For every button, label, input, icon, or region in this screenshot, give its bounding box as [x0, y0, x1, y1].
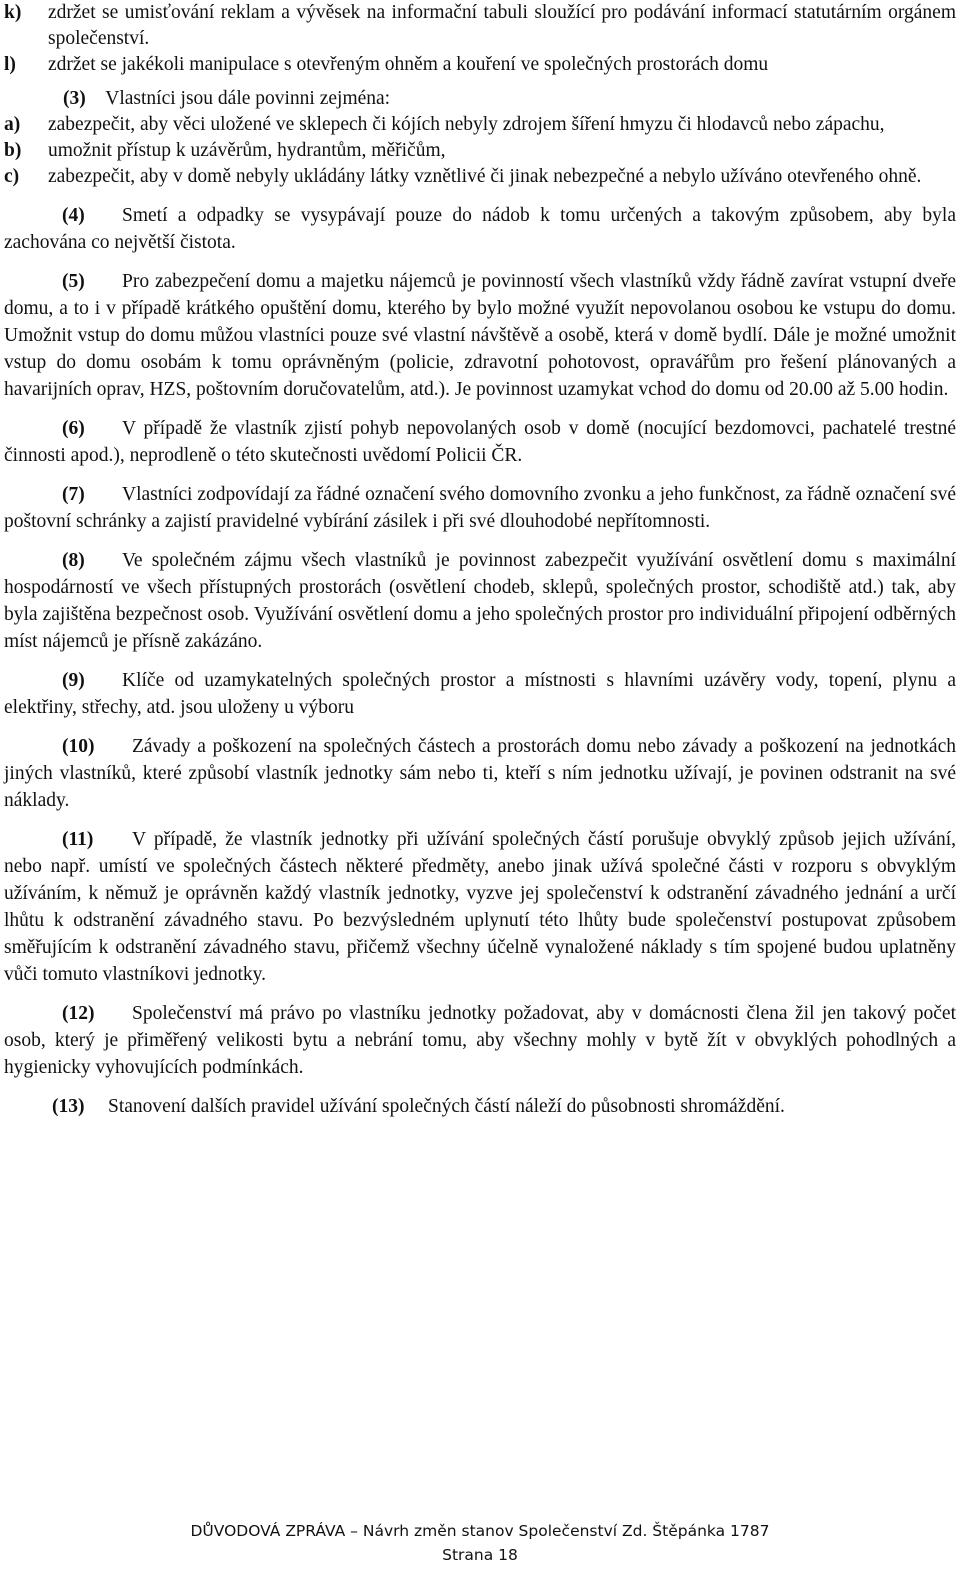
paragraph-number: (11): [62, 829, 94, 850]
paragraph-13: [4, 1093, 956, 1120]
list-item-c: [4, 164, 956, 190]
paragraph-number: (10): [62, 736, 95, 757]
paragraph-12: [4, 1000, 956, 1081]
footer-title: DŮVODOVÁ ZPRÁVA – Návrh změn stanov Společenství Zd. Štěpánka 1787: [190, 1522, 770, 1540]
paragraph-text: Společenství má právo po vlastníku jednotky požadovat, aby v domácnosti člena žil jen takový počet osob, který je přiměřený velikosti bytu a nebrání tomu, aby všechny mohly v bytě žít v obvyklých pohodlných a hygienicky vyhovujících podmínkách.: [4, 1003, 956, 1078]
document-page: [4, 0, 956, 1120]
paragraph-text: Vlastníci zodpovídají za řádné označení svého domovního zvonku a jeho funkčnost, za řádně označení své poštovní schránky a zajistí pravidelné vybírání zásilek i při své dlouhodobé nepřítomnosti.: [4, 484, 956, 532]
paragraph-11: [4, 826, 956, 988]
paragraph-text: Závady a poškození na společných částech a prostorách domu nebo závady a poškození na jednotkách jiných vlastníků, které způsobí vlastník jednotky sám nebo ti, kteří s ním jednotku užívají, je povinen odstranit na své náklady.: [4, 736, 956, 811]
item-marker: l): [4, 54, 16, 75]
section-text: Vlastníci jsou dále povinni zejména:: [105, 88, 391, 109]
paragraph-text: Smetí a odpadky se vysypávají pouze do nádob k tomu určených a takovým způsobem, aby byla zachována co největší čistota.: [4, 205, 956, 253]
page-footer: [0, 1519, 960, 1567]
list-item-a: [4, 112, 956, 138]
footer-page-number: Strana 18: [442, 1546, 518, 1564]
item-text: zdržet se jakékoli manipulace s otevřeným ohněm a kouření ve společných prostorách domu: [48, 54, 769, 75]
paragraph-number: (13): [52, 1096, 85, 1117]
paragraph-number: (7): [62, 484, 85, 505]
paragraph-number: (4): [62, 205, 85, 226]
paragraph-text: Klíče od uzamykatelných společných prostor a místnosti s hlavními uzávěry vody, topení, plynu a elektřiny, střechy, atd. jsou uloženy u výboru: [4, 670, 956, 718]
paragraph-number: (12): [62, 1003, 95, 1024]
paragraph-text: Stanovení dalších pravidel užívání společných částí náleží do působnosti shromáždění.: [108, 1096, 785, 1117]
paragraph-7: [4, 481, 956, 535]
list-item-k: [4, 0, 956, 52]
item-marker: b): [4, 140, 22, 161]
paragraph-10: [4, 733, 956, 814]
paragraph-text: Pro zabezpečení domu a majetku nájemců je povinností všech vlastníků vždy řádně zavírat vstupní dveře domu, a to i v případě krátkého opuštění domu, kterého by bylo možné využít nepovolanou osobou ke vstupu do domu. Umožnit vstup do domu můžou vlastníci pouze své vlastní návštěvě a osobě, která v domě bydlí. Dále je možné umožnit vstup do domu osobám k tomu oprávněným (policie, zdravotní pohotovost, opravářům pro řešení plánovaných a havarijních oprav, HZS, poštovním doručovatelům, atd.). Je povinnost uzamykat vchod do domu od 20.00 až 5.00 hodin.: [4, 271, 956, 400]
item-marker: c): [4, 166, 20, 187]
paragraph-4: [4, 202, 956, 256]
section-3-heading: [4, 86, 956, 112]
section-number: (3): [63, 88, 86, 109]
paragraph-5: [4, 268, 956, 403]
paragraph-number: (9): [62, 670, 85, 691]
paragraph-number: (5): [62, 271, 85, 292]
paragraph-8: [4, 547, 956, 655]
item-text: umožnit přístup k uzávěrům, hydrantům, měřičům,: [48, 140, 446, 161]
paragraph-text: Ve společném zájmu všech vlastníků je povinnost zabezpečit využívání osvětlení domu s maximální hospodárností ve všech přístupných prostorách (osvětlení chodeb, sklepů, společných prostor, schodiště atd.) tak, aby byla zajištěna bezpečnost osob. Využívání osvětlení domu a jeho společných prostor pro individuální připojení odběrných míst nájemců je přísně zakázáno.: [4, 550, 956, 652]
paragraph-text: V případě že vlastník zjistí pohyb nepovolaných osob v domě (nocující bezdomovci, pachatelé trestné činnosti apod.), neprodleně o této skutečnosti uvědomí Policii ČR.: [4, 418, 956, 466]
paragraph-9: [4, 667, 956, 721]
paragraph-number: (6): [62, 418, 85, 439]
list-item-b: [4, 138, 956, 164]
item-marker: a): [4, 114, 21, 135]
paragraph-6: [4, 415, 956, 469]
item-text: zabezpečit, aby věci uložené ve sklepech či kójích nebyly zdrojem šíření hmyzu či hlodavců nebo zápachu,: [48, 114, 885, 135]
paragraph-number: (8): [62, 550, 85, 571]
paragraph-text: V případě, že vlastník jednotky při užívání společných částí porušuje obvyklý způsob jejich užívání, nebo např. umístí ve společných částech některé předměty, anebo jinak užívá společné části v rozporu s obvyklým užíváním, k němuž je oprávněn každý vlastník jednotky, vyzve jej společenství k odstranění závadného jednání a určí lhůtu k odstranění závadného stavu. Po bezvýsledném uplynutí této lhůty bude společenství postupovat způsobem směřujícím k odstranění závadného stavu, přičemž všechny účelně vynaložené náklady s tím spojené budou uplatněny vůči tomuto vlastníkovi jednotky.: [4, 829, 956, 985]
list-item-l: [4, 52, 956, 78]
item-text: zabezpečit, aby v domě nebyly ukládány látky vznětlivé či jinak nebezpečné a nebylo užíváno otevřeného ohně.: [48, 166, 922, 187]
item-text: zdržet se umisťování reklam a vývěsek na informační tabuli sloužící pro podávání informací statutárním orgánem společenství.: [48, 2, 956, 49]
item-marker: k): [4, 2, 22, 23]
